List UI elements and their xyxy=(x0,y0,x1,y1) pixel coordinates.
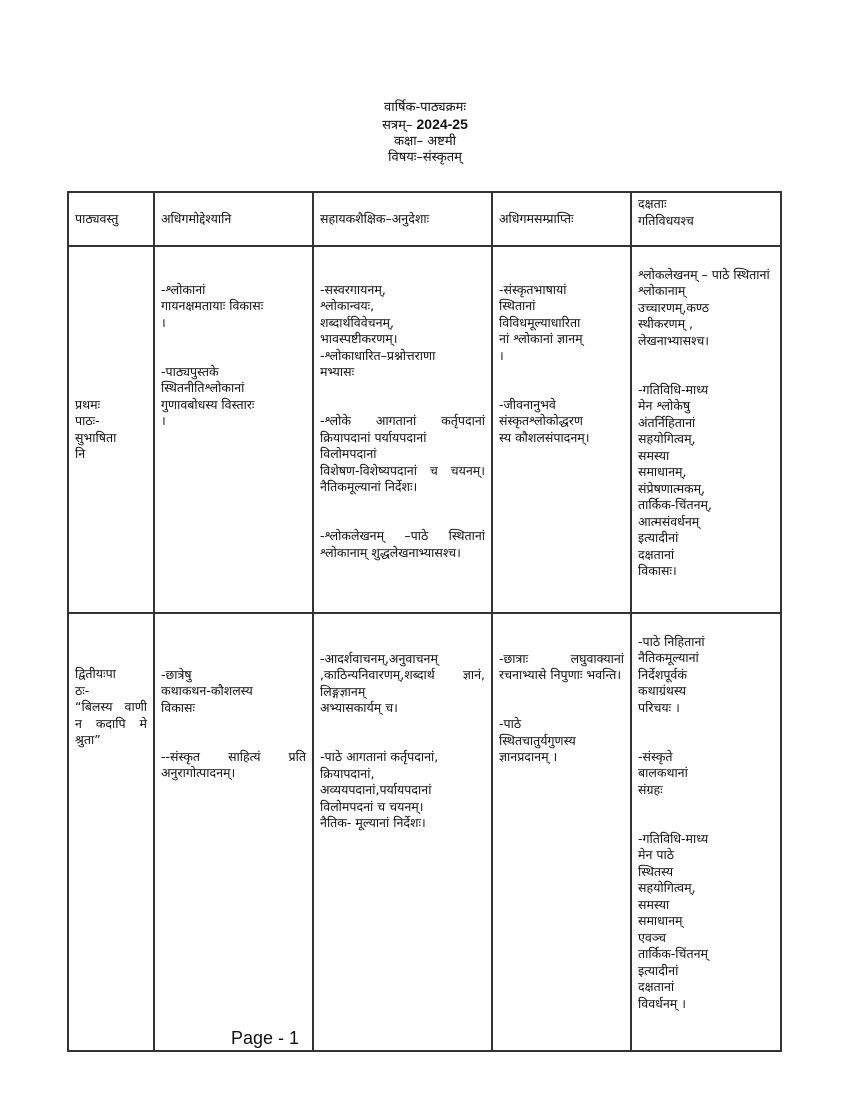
lesson-cell: द्वितीयःपा ठः- “बिलस्य वाणी न कदापि मे श्रुता” xyxy=(68,613,154,1051)
outcomes-cell xyxy=(492,613,631,1051)
column-header: अधिगमोद्देश्यानि xyxy=(154,192,313,246)
column-header: पाठ्यवस्तु xyxy=(68,192,154,246)
session-label: सत्रम्– xyxy=(382,118,413,133)
table-row xyxy=(68,246,781,613)
page-number: Page - 1 xyxy=(231,1028,300,1048)
paragraph: --संस्कृत साहित्यं प्रति अनुरागोत्पादनम्। xyxy=(161,748,306,780)
skills-cell xyxy=(631,613,781,1051)
paragraph: -पाठे निहितानां नैतिकमूल्यानां निर्देशपूर्वकं कथाग्रंथस्य परिचयः । xyxy=(638,633,705,715)
instructions-cell xyxy=(313,613,492,1051)
paragraph: -संस्कृते बालकथानां संग्रहः xyxy=(638,748,688,797)
lesson-cell: प्रथमः पाठः- सुभाषिता नि xyxy=(68,246,154,613)
paragraph: -पाठे स्थितचातुर्यगुणस्य ज्ञानप्रदानम् । xyxy=(499,716,576,764)
paragraph: -छात्रेषु कथाकथन-कौशलस्य विकासः xyxy=(161,666,253,715)
paragraph: -छात्राः लघुवाक्यानां रचनाभ्यासे निपुणाः भवन्ति। xyxy=(499,650,624,682)
outcomes-cell xyxy=(492,246,631,613)
syllabus-table xyxy=(67,191,782,1052)
document-header xyxy=(0,100,850,166)
paragraph: -संस्कृतभाषायां स्थितानां विविधमूल्याधारिता नां श्लोकानां ज्ञानम् । xyxy=(499,281,583,363)
paragraph: -श्लोके आगतानां कर्तृपदानां क्रियापदानां पर्यायपदानां विलोमपदानां विशेषण-विशेष्यपदानां च चयनम्। नैतिकमूल्यानां निर्देशः। xyxy=(320,413,485,494)
paragraph: -सस्वरगायनम्, श्लोकान्वयः, शब्दार्थविवेचनम्, भावस्पष्टीकरणम्। -श्लोकाधारित–प्रश्नोत्तराणा मभ्यासः xyxy=(320,281,436,379)
objectives-cell xyxy=(154,613,313,1051)
subject: विषयः–संस्कृतम् xyxy=(388,150,462,165)
paragraph: -आदर्शवाचनम्,अनुवाचनम् ,काठिन्यनिवारणम्,शब्दार्थ ज्ञानं, लिङ्गज्ञानम् अभ्यासकार्यम् च। xyxy=(320,650,485,715)
paragraph: -जीवनानुभवे संस्कृतश्लोकोद्धरण स्य कौशलसंपादनम्। xyxy=(499,396,590,445)
instructions-cell xyxy=(313,246,492,613)
table-header-row xyxy=(68,192,781,246)
paragraph: श्लोकलेखनम् – पाठे स्थितानां श्लोकानाम् उच्चारणम्,कण्ठ स्थीकरणम् , लेखनाभ्यासश्च। xyxy=(638,266,770,348)
title: वार्षिक-पाठ्यक्रमः xyxy=(384,100,466,115)
session xyxy=(0,116,850,134)
paragraph: -गतिविधि-माध्य मेन श्लोकेषु अंतर्निहितानां सहयोगित्वम्, समस्या समाधानम्, संप्रेषणात्मकम्, तार्किक-चिंतनम्, आत्मसंवर्धनम् इत्यादीनां दक्षतानां विकासः। xyxy=(638,381,712,578)
objectives-cell xyxy=(154,246,313,613)
paragraph: -श्लोकलेखनम् –पाठे स्थितानां श्लोकानाम् शुद्धलेखनाभ्यासश्च। xyxy=(320,528,485,560)
table-row xyxy=(68,613,781,1051)
column-header: दक्षताः गतिविधयश्च xyxy=(631,192,781,246)
skills-cell xyxy=(631,246,781,613)
column-header: सहायकशैक्षिक–अनुदेशाः xyxy=(313,192,492,246)
class: कक्षा– अष्टमी xyxy=(394,134,456,149)
paragraph: -पाठे आगतानां कर्तृपदानां, क्रियापदानां, अव्ययपदानां,पर्यायपदानां विलोमपदनां च चयनम्। नैतिक- मूल्यानां निर्देशः। xyxy=(320,749,439,830)
session-value: 2024-25 xyxy=(416,116,468,132)
paragraph: -श्लोकानां गायनक्षमतायाः विकासः । xyxy=(161,281,264,330)
paragraph: -गतिविधि-माध्य मेन पाठे स्थितस्य सहयोगित्वम्, समस्या समाधानम् एवञ्च तार्किक-चिंतनम् इत्यादीनां दक्षतानां विवर्धनम् । xyxy=(638,830,709,1011)
paragraph: -पाठ्यपुस्तके स्थितनीतिश्लोकानां गुणावबोधस्य विस्तारः । xyxy=(161,363,255,428)
column-header: अधिगमसम्प्राप्तिः xyxy=(492,192,631,246)
